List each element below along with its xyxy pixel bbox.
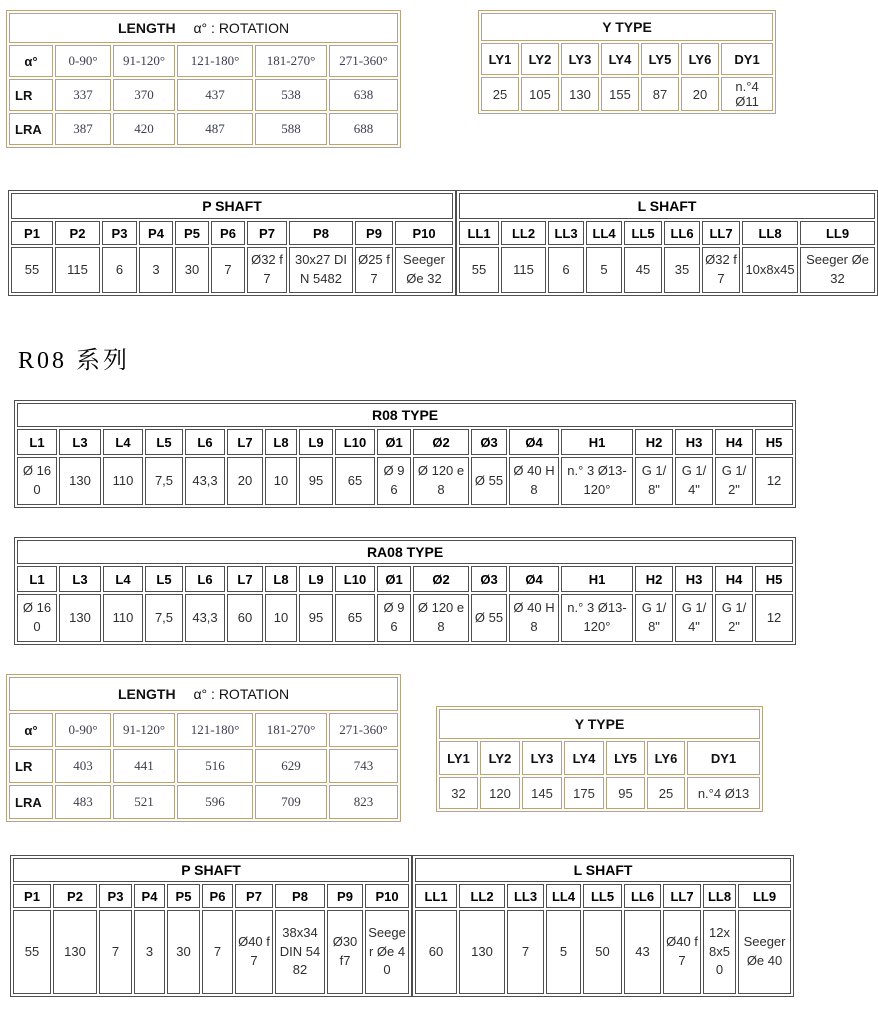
- length-table-title: [9, 13, 398, 43]
- y-type-value: 32: [439, 777, 478, 809]
- ra08-value: Ø 120 e8: [413, 594, 469, 642]
- y-type-header: LY5: [641, 43, 679, 75]
- l-shaft-value: 43: [624, 910, 661, 994]
- y-type-header: LY4: [601, 43, 639, 75]
- table-row: [459, 221, 875, 245]
- y-type-header: LY6: [681, 43, 719, 75]
- r08-header: H1: [561, 429, 633, 455]
- l-shaft-header: LL1: [459, 221, 499, 245]
- p-shaft-header: P6: [211, 221, 245, 245]
- p-shaft-header: P4: [134, 884, 165, 908]
- r08-value: Ø 120 e8: [413, 457, 469, 505]
- p-shaft-value: 7: [99, 910, 132, 994]
- y-type-value: 145: [522, 777, 562, 809]
- p-shaft-header: P10: [395, 221, 453, 245]
- p-shaft-header: P8: [275, 884, 325, 908]
- shaft-tables-1: [8, 190, 878, 296]
- r08-value: 10: [265, 457, 297, 505]
- p-shaft-header: P4: [139, 221, 173, 245]
- r08-type-table: [14, 400, 796, 508]
- ra08-header: H5: [755, 566, 793, 592]
- lr-value: 403: [55, 749, 111, 783]
- y-type-header: LY4: [564, 741, 604, 775]
- l-shaft-value: 7: [507, 910, 544, 994]
- length-rotation-table-2: [6, 674, 401, 822]
- r08-value: 43,3: [185, 457, 225, 505]
- table-row: [13, 884, 409, 908]
- angle-range-header: 271-360°: [329, 713, 398, 747]
- r08-header: H2: [635, 429, 673, 455]
- r08-header: L7: [227, 429, 263, 455]
- l-shaft-title: L SHAFT: [459, 193, 875, 219]
- l-shaft-header: LL3: [507, 884, 544, 908]
- l-shaft-header: LL9: [800, 221, 875, 245]
- y-type-value: 25: [481, 77, 519, 111]
- p-shaft-title: P SHAFT: [13, 858, 409, 882]
- table-row: [415, 884, 791, 908]
- y-type-value: 130: [561, 77, 599, 111]
- ra08-value: 7,5: [145, 594, 183, 642]
- table-row: [415, 858, 791, 882]
- table-row: [481, 43, 773, 75]
- ra08-value: G 1/8": [635, 594, 673, 642]
- y-type-table-2: [436, 706, 763, 812]
- ra08-value: 10: [265, 594, 297, 642]
- y-type-value: n.°4 Ø13: [687, 777, 760, 809]
- lr-value: 441: [113, 749, 175, 783]
- ra08-header: H2: [635, 566, 673, 592]
- l-shaft-header: LL5: [583, 884, 622, 908]
- length-rotation-table-1: [6, 10, 401, 148]
- p-shaft-value: Ø40 f7: [235, 910, 273, 994]
- l-shaft-value: 50: [583, 910, 622, 994]
- r08-header: L3: [59, 429, 101, 455]
- r08-header: L10: [335, 429, 375, 455]
- l-shaft-value: Ø40 f7: [663, 910, 701, 994]
- ra08-value: 110: [103, 594, 143, 642]
- p-shaft-value: 7: [211, 247, 245, 293]
- table-row: [439, 777, 760, 809]
- r08-header: Ø1: [377, 429, 411, 455]
- length-title-label: LENGTH: [118, 20, 176, 36]
- ra08-type-title: RA08 TYPE: [17, 540, 793, 564]
- r08-value: G 1/4": [675, 457, 713, 505]
- l-shaft-value: Seeger Øe 40: [738, 910, 791, 994]
- l-shaft-value: 5: [546, 910, 581, 994]
- ra08-header: L10: [335, 566, 375, 592]
- l-shaft-value: Ø32 f7: [702, 247, 740, 293]
- lra-row-label: LRA: [9, 113, 53, 145]
- lr-value: 538: [255, 79, 327, 111]
- y-type-value: 175: [564, 777, 604, 809]
- table-row: [17, 457, 793, 505]
- ra08-value: Ø 40 H8: [509, 594, 559, 642]
- ra08-value: n.° 3 Ø13-120°: [561, 594, 633, 642]
- r08-value: n.° 3 Ø13-120°: [561, 457, 633, 505]
- table-row: [459, 193, 875, 219]
- lra-value: 387: [55, 113, 111, 145]
- l-shaft-header: LL8: [703, 884, 736, 908]
- r08-header: Ø3: [471, 429, 507, 455]
- r08-header: L5: [145, 429, 183, 455]
- l-shaft-value: 55: [459, 247, 499, 293]
- ra08-value: G 1/2": [715, 594, 753, 642]
- y-type-header: DY1: [721, 43, 773, 75]
- angle-range-header: 121-180°: [177, 45, 253, 77]
- y-type-header: LY6: [647, 741, 685, 775]
- ra08-header: Ø1: [377, 566, 411, 592]
- table-row: [9, 785, 398, 819]
- table-row: [459, 247, 875, 293]
- p-shaft-table-2: [10, 855, 412, 997]
- r08-value: Ø 55: [471, 457, 507, 505]
- table-row: [9, 79, 398, 111]
- y-type-title: Y TYPE: [481, 13, 773, 41]
- l-shaft-value: 12x8x50: [703, 910, 736, 994]
- y-type-title: Y TYPE: [439, 709, 760, 739]
- angle-range-header: 0-90°: [55, 713, 111, 747]
- p-shaft-header: P2: [55, 221, 100, 245]
- l-shaft-value: Seeger Øe 32: [800, 247, 875, 293]
- y-type-table-1: [478, 10, 776, 114]
- r08-value: Ø 40 H8: [509, 457, 559, 505]
- y-type-header: LY3: [522, 741, 562, 775]
- y-type-value: 155: [601, 77, 639, 111]
- y-type-header: LY2: [480, 741, 520, 775]
- angle-range-header: 91-120°: [113, 45, 175, 77]
- p-shaft-value: Seeger Øe 32: [395, 247, 453, 293]
- angle-range-header: 91-120°: [113, 713, 175, 747]
- p-shaft-header: P10: [365, 884, 409, 908]
- p-shaft-header: P3: [99, 884, 132, 908]
- p-shaft-value: Ø25 f7: [355, 247, 393, 293]
- alpha-header: α°: [9, 45, 53, 77]
- l-shaft-value: 130: [459, 910, 505, 994]
- r08-header: L6: [185, 429, 225, 455]
- r08-value: Ø 160: [17, 457, 57, 505]
- l-shaft-header: LL2: [459, 884, 505, 908]
- table-row: [17, 429, 793, 455]
- lra-value: 709: [255, 785, 327, 819]
- y-type-header: LY1: [439, 741, 478, 775]
- p-shaft-header: P3: [102, 221, 137, 245]
- l-shaft-value: 6: [548, 247, 584, 293]
- r08-value: G 1/8": [635, 457, 673, 505]
- r08-value: 20: [227, 457, 263, 505]
- ra08-value: 95: [299, 594, 333, 642]
- l-shaft-value: 115: [501, 247, 546, 293]
- ra08-value: 12: [755, 594, 793, 642]
- p-shaft-header: P5: [175, 221, 209, 245]
- ra08-header: L3: [59, 566, 101, 592]
- table-row: [9, 113, 398, 145]
- p-shaft-table-1: [8, 190, 456, 296]
- p-shaft-value: 55: [11, 247, 53, 293]
- l-shaft-header: LL4: [586, 221, 622, 245]
- l-shaft-header: LL5: [624, 221, 662, 245]
- ra08-value: G 1/4": [675, 594, 713, 642]
- r08-header: L1: [17, 429, 57, 455]
- r08-header: H4: [715, 429, 753, 455]
- r08-value: 130: [59, 457, 101, 505]
- l-shaft-value: 60: [415, 910, 457, 994]
- table-row: [17, 594, 793, 642]
- lr-value: 516: [177, 749, 253, 783]
- r08-header: H5: [755, 429, 793, 455]
- ra08-type-table: [14, 537, 796, 645]
- l-shaft-header: LL8: [742, 221, 798, 245]
- table-row: [13, 910, 409, 994]
- l-shaft-header: LL1: [415, 884, 457, 908]
- ra08-header: L6: [185, 566, 225, 592]
- table-row: [13, 858, 409, 882]
- ra08-header: L7: [227, 566, 263, 592]
- l-shaft-header: LL7: [663, 884, 701, 908]
- table-row: [9, 749, 398, 783]
- y-type-value: 20: [681, 77, 719, 111]
- angle-range-header: 271-360°: [329, 45, 398, 77]
- p-shaft-value: 38x34 DIN 5482: [275, 910, 325, 994]
- ra08-header: L5: [145, 566, 183, 592]
- ra08-header: Ø3: [471, 566, 507, 592]
- r08-value: Ø 96: [377, 457, 411, 505]
- table-row: [17, 540, 793, 564]
- table-row: [415, 910, 791, 994]
- p-shaft-header: P9: [327, 884, 363, 908]
- lr-value: 638: [329, 79, 398, 111]
- r08-value: 12: [755, 457, 793, 505]
- ra08-header: H3: [675, 566, 713, 592]
- angle-range-header: 181-270°: [255, 713, 327, 747]
- r08-value: 65: [335, 457, 375, 505]
- lra-value: 596: [177, 785, 253, 819]
- y-type-value: 25: [647, 777, 685, 809]
- r08-value: 110: [103, 457, 143, 505]
- series-heading: R08 系列: [18, 348, 131, 374]
- l-shaft-value: 45: [624, 247, 662, 293]
- ra08-value: 130: [59, 594, 101, 642]
- ra08-header: H1: [561, 566, 633, 592]
- y-type-value: 120: [480, 777, 520, 809]
- y-type-header: LY1: [481, 43, 519, 75]
- rotation-title-label: α° : ROTATION: [193, 686, 290, 702]
- l-shaft-value: 35: [664, 247, 700, 293]
- lra-value: 823: [329, 785, 398, 819]
- p-shaft-value: 55: [13, 910, 51, 994]
- y-type-header: DY1: [687, 741, 760, 775]
- r08-header: Ø4: [509, 429, 559, 455]
- r08-header: L8: [265, 429, 297, 455]
- r08-header: L9: [299, 429, 333, 455]
- p-shaft-value: Ø30 f7: [327, 910, 363, 994]
- table-row: [11, 221, 453, 245]
- lra-row-label: LRA: [9, 785, 53, 819]
- table-row: [9, 677, 398, 711]
- p-shaft-title: P SHAFT: [11, 193, 453, 219]
- table-row: [439, 709, 760, 739]
- p-shaft-value: 30x27 DIN 5482: [289, 247, 353, 293]
- angle-range-header: 121-180°: [177, 713, 253, 747]
- l-shaft-table-1: [456, 190, 878, 296]
- table-row: [17, 566, 793, 592]
- p-shaft-value: Seeger Øe 40: [365, 910, 409, 994]
- l-shaft-table-2: [412, 855, 794, 997]
- table-row: [9, 713, 398, 747]
- p-shaft-header: P1: [13, 884, 51, 908]
- table-row: [9, 45, 398, 77]
- l-shaft-header: LL6: [624, 884, 661, 908]
- y-type-value: n.°4 Ø11: [721, 77, 773, 111]
- l-shaft-header: LL9: [738, 884, 791, 908]
- lr-value: 629: [255, 749, 327, 783]
- table-row: [17, 403, 793, 427]
- ra08-header: Ø4: [509, 566, 559, 592]
- y-type-header: LY3: [561, 43, 599, 75]
- y-type-header: LY2: [521, 43, 559, 75]
- r08-type-title: R08 TYPE: [17, 403, 793, 427]
- l-shaft-value: 5: [586, 247, 622, 293]
- ra08-header: L9: [299, 566, 333, 592]
- l-shaft-header: LL3: [548, 221, 584, 245]
- p-shaft-header: P7: [235, 884, 273, 908]
- ra08-header: L8: [265, 566, 297, 592]
- table-row: [481, 13, 773, 41]
- length-title-label: LENGTH: [118, 686, 176, 702]
- p-shaft-value: 30: [175, 247, 209, 293]
- p-shaft-value: 3: [139, 247, 173, 293]
- r08-header: Ø2: [413, 429, 469, 455]
- y-type-header: LY5: [606, 741, 645, 775]
- p-shaft-value: 3: [134, 910, 165, 994]
- length-table-title: [9, 677, 398, 711]
- angle-range-header: 0-90°: [55, 45, 111, 77]
- ra08-value: Ø 160: [17, 594, 57, 642]
- lra-value: 521: [113, 785, 175, 819]
- lr-value: 743: [329, 749, 398, 783]
- p-shaft-value: 30: [167, 910, 200, 994]
- p-shaft-header: P6: [202, 884, 233, 908]
- ra08-header: L1: [17, 566, 57, 592]
- table-row: [11, 193, 453, 219]
- lra-value: 588: [255, 113, 327, 145]
- rotation-title-label: α° : ROTATION: [193, 20, 290, 36]
- r08-value: 95: [299, 457, 333, 505]
- y-type-value: 95: [606, 777, 645, 809]
- p-shaft-value: 115: [55, 247, 100, 293]
- l-shaft-header: LL4: [546, 884, 581, 908]
- table-row: [9, 13, 398, 43]
- table-row: [481, 77, 773, 111]
- p-shaft-value: 6: [102, 247, 137, 293]
- l-shaft-header: LL2: [501, 221, 546, 245]
- shaft-tables-2: [10, 855, 794, 997]
- lr-value: 337: [55, 79, 111, 111]
- p-shaft-header: P8: [289, 221, 353, 245]
- l-shaft-value: 10x8x45: [742, 247, 798, 293]
- l-shaft-header: LL7: [702, 221, 740, 245]
- lr-row-label: LR: [9, 79, 53, 111]
- p-shaft-header: P9: [355, 221, 393, 245]
- y-type-value: 87: [641, 77, 679, 111]
- p-shaft-header: P7: [247, 221, 287, 245]
- p-shaft-value: 130: [53, 910, 97, 994]
- p-shaft-value: Ø32 f7: [247, 247, 287, 293]
- lr-row-label: LR: [9, 749, 53, 783]
- lra-value: 688: [329, 113, 398, 145]
- lr-value: 370: [113, 79, 175, 111]
- r08-header: L4: [103, 429, 143, 455]
- ra08-header: Ø2: [413, 566, 469, 592]
- ra08-value: 65: [335, 594, 375, 642]
- ra08-value: 43,3: [185, 594, 225, 642]
- p-shaft-value: 7: [202, 910, 233, 994]
- ra08-header: L4: [103, 566, 143, 592]
- p-shaft-header: P5: [167, 884, 200, 908]
- p-shaft-header: P2: [53, 884, 97, 908]
- angle-range-header: 181-270°: [255, 45, 327, 77]
- r08-value: G 1/2": [715, 457, 753, 505]
- l-shaft-header: LL6: [664, 221, 700, 245]
- lra-value: 487: [177, 113, 253, 145]
- table-row: [11, 247, 453, 293]
- alpha-header: α°: [9, 713, 53, 747]
- ra08-value: 60: [227, 594, 263, 642]
- ra08-value: Ø 96: [377, 594, 411, 642]
- r08-header: H3: [675, 429, 713, 455]
- lr-value: 437: [177, 79, 253, 111]
- l-shaft-title: L SHAFT: [415, 858, 791, 882]
- p-shaft-header: P1: [11, 221, 53, 245]
- ra08-value: Ø 55: [471, 594, 507, 642]
- y-type-value: 105: [521, 77, 559, 111]
- ra08-header: H4: [715, 566, 753, 592]
- table-row: [439, 741, 760, 775]
- r08-value: 7,5: [145, 457, 183, 505]
- lra-value: 483: [55, 785, 111, 819]
- lra-value: 420: [113, 113, 175, 145]
